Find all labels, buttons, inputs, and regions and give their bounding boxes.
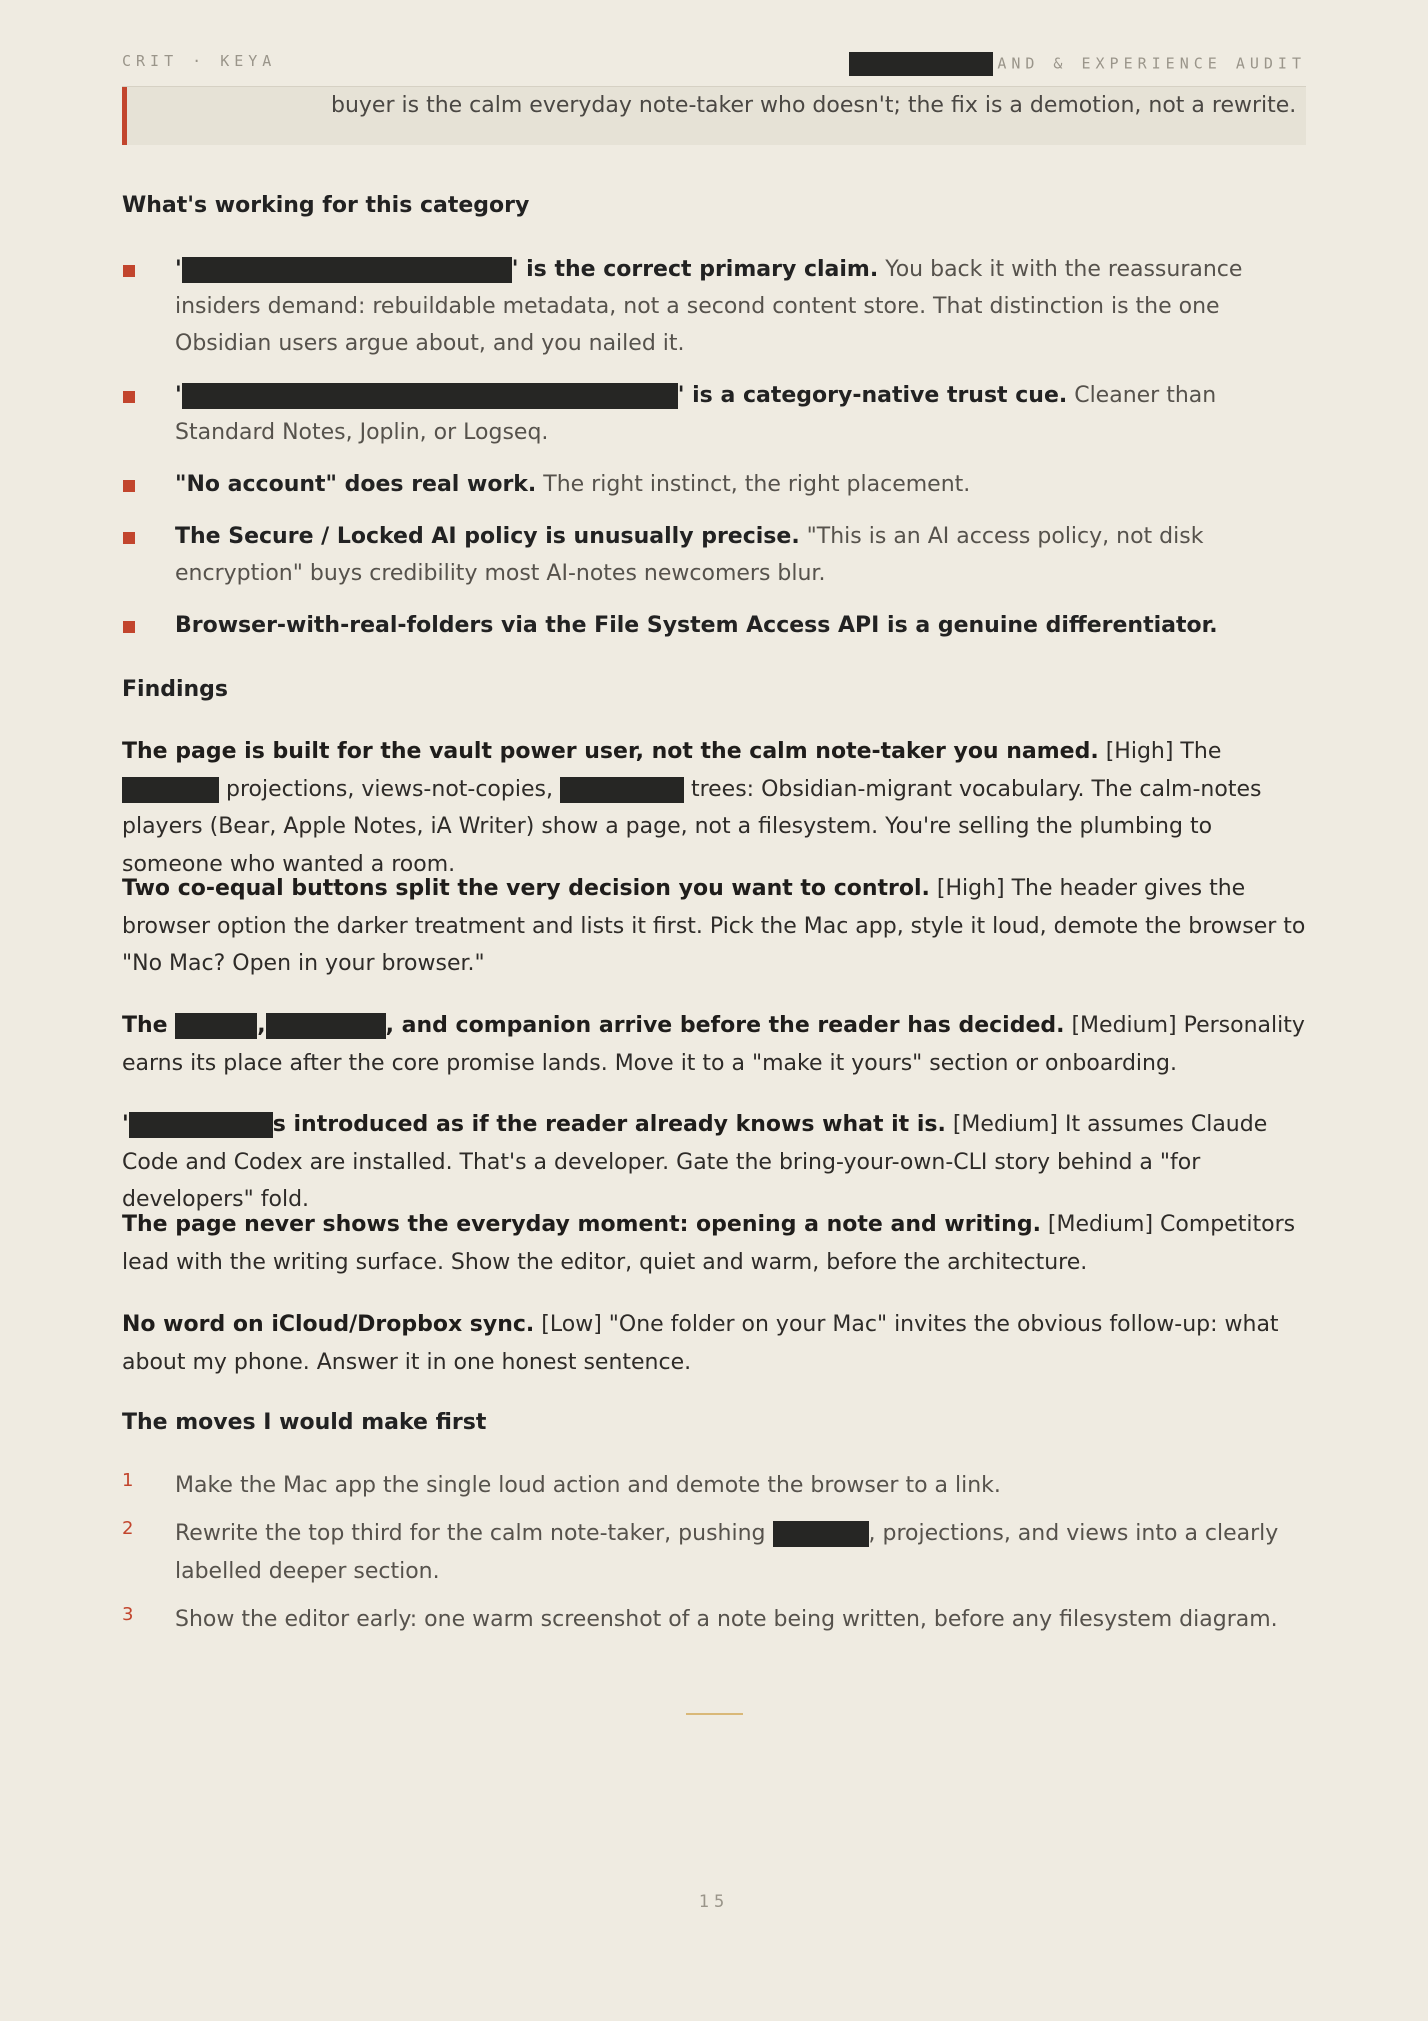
moves-heading: The moves I would make first: [122, 1410, 487, 1435]
item-bold: The Secure / Locked AI policy is unusually precise.: [175, 524, 800, 549]
bullet-square-icon: [123, 480, 135, 492]
page-number: 15: [698, 1892, 730, 1912]
redaction-block: [773, 1521, 869, 1547]
item-bold: ' is the correct primary claim.: [511, 257, 879, 282]
list-item: [122, 251, 1306, 362]
bullet-square-icon: [123, 265, 135, 277]
quote-mark: ': [175, 257, 182, 282]
redaction-block: [266, 1013, 386, 1039]
finding-bold: No word on iCloud/Dropbox sync.: [122, 1312, 535, 1337]
summary-callout: [122, 87, 1306, 145]
bullet-square-icon: [123, 391, 135, 403]
step-text: Rewrite the top third for the calm note-taker, pushing: [175, 1521, 773, 1546]
quote-mark: ': [175, 383, 182, 408]
list-item: [122, 1601, 1306, 1639]
redaction-block: [182, 383, 678, 409]
item-text: "This is an AI access policy, not disk encryption" buys credibility most AI-notes newcomers blur.: [175, 524, 1204, 586]
finding-paragraph: The , , and companion arrive before the reader has decided. [Medium] Personality earns its place after the core promise lands. Move it to a "make it yours" section or onboarding.: [122, 1013, 1305, 1076]
header-right-text: AND & EXPERIENCE AUDIT: [997, 54, 1306, 73]
list-item: [122, 1467, 1306, 1505]
finding-paragraph: No word on iCloud/Dropbox sync. [Low] "One folder on your Mac" invites the obvious follow-up: what about my phone. Answer it in one honest sentence.: [122, 1312, 1279, 1375]
list-item: [122, 518, 1306, 592]
finding-paragraph: ' s introduced as if the reader already knows what it is. [Medium] It assumes Claude Code and Codex are installed. That's a developer. Gate the bring-your-own-CLI story behind a "for developers" fold.: [122, 1112, 1268, 1212]
list-item: [122, 607, 1306, 644]
step-number: 3: [122, 1604, 134, 1625]
step-text: Show the editor early: one warm screenshot of a note being written, before any filesystem diagram.: [175, 1607, 1278, 1632]
item-bold: Browser-with-real-folders via the File System Access API is a genuine differentiator.: [175, 613, 1218, 638]
list-item: [122, 466, 1306, 503]
finding-paragraph: Two co-equal buttons split the very decision you want to control. [High] The header gives the browser option the darker treatment and lists it first. Pick the Mac app, style it loud, demote the browser to "No Mac? Open in your browser.": [122, 876, 1306, 976]
finding-bold: The page never shows the everyday moment: opening a note and writing.: [122, 1212, 1041, 1237]
step-number: 1: [122, 1470, 134, 1491]
item-text: Cleaner than Standard Notes, Joplin, or Logseq.: [175, 383, 1217, 445]
item-text: The right instinct, the right placement.: [536, 472, 971, 497]
finding-bold: The page is built for the vault power user, not the calm note-taker you named.: [122, 739, 1099, 764]
header-right: [849, 52, 1306, 76]
moves-list: [122, 1467, 1306, 1649]
bullet-square-icon: [123, 621, 135, 633]
bullet-square-icon: [123, 532, 135, 544]
redaction-block: [175, 1013, 257, 1039]
redaction-block: [182, 257, 512, 283]
finding-paragraph: The page never shows the everyday moment: opening a note and writing. [Medium] Competitors lead with the writing surface. Show the editor, quiet and warm, before the architecture.: [122, 1212, 1296, 1275]
redaction-block: [849, 52, 993, 76]
section-divider: [686, 1713, 743, 1715]
list-item: [122, 377, 1306, 451]
working-list: [122, 251, 1306, 659]
findings-heading: Findings: [122, 677, 229, 702]
item-bold: ' is a category-native trust cue.: [677, 383, 1068, 408]
item-bold: "No account" does real work.: [175, 472, 537, 497]
working-heading: What's working for this category: [122, 193, 530, 218]
callout-text: buyer is the calm everyday note-taker who doesn't; the fix is a demotion, not a rewrite.: [331, 93, 1297, 118]
header-left: CRIT · KEYA: [122, 52, 277, 70]
running-header: [122, 52, 1306, 73]
redaction-block: [129, 1112, 273, 1138]
item-text: You back it with the reassurance insiders demand: rebuildable metadata, not a second content store. That distinction is the one Obsidian users argue about, and you nailed it.: [175, 257, 1243, 356]
list-item: 2 Rewrite the top third for the calm note-taker, pushing , projections, and views into a clearly labelled deeper section.: [122, 1515, 1306, 1591]
redaction-block: [122, 777, 219, 803]
redaction-block: [560, 777, 684, 803]
step-text: Make the Mac app the single loud action and demote the browser to a link.: [175, 1473, 1001, 1498]
step-number: 2: [122, 1518, 134, 1539]
finding-bold: Two co-equal buttons split the very decision you want to control.: [122, 876, 930, 901]
finding-paragraph: The page is built for the vault power user, not the calm note-taker you named. [High] The projections, views-not-copies, trees: Obsidian-migrant vocabulary. The calm-notes players (Bear, Apple Notes, iA Writer) show a page, not a filesystem. You're selling the plumbing to someone who wanted a room.: [122, 739, 1262, 877]
